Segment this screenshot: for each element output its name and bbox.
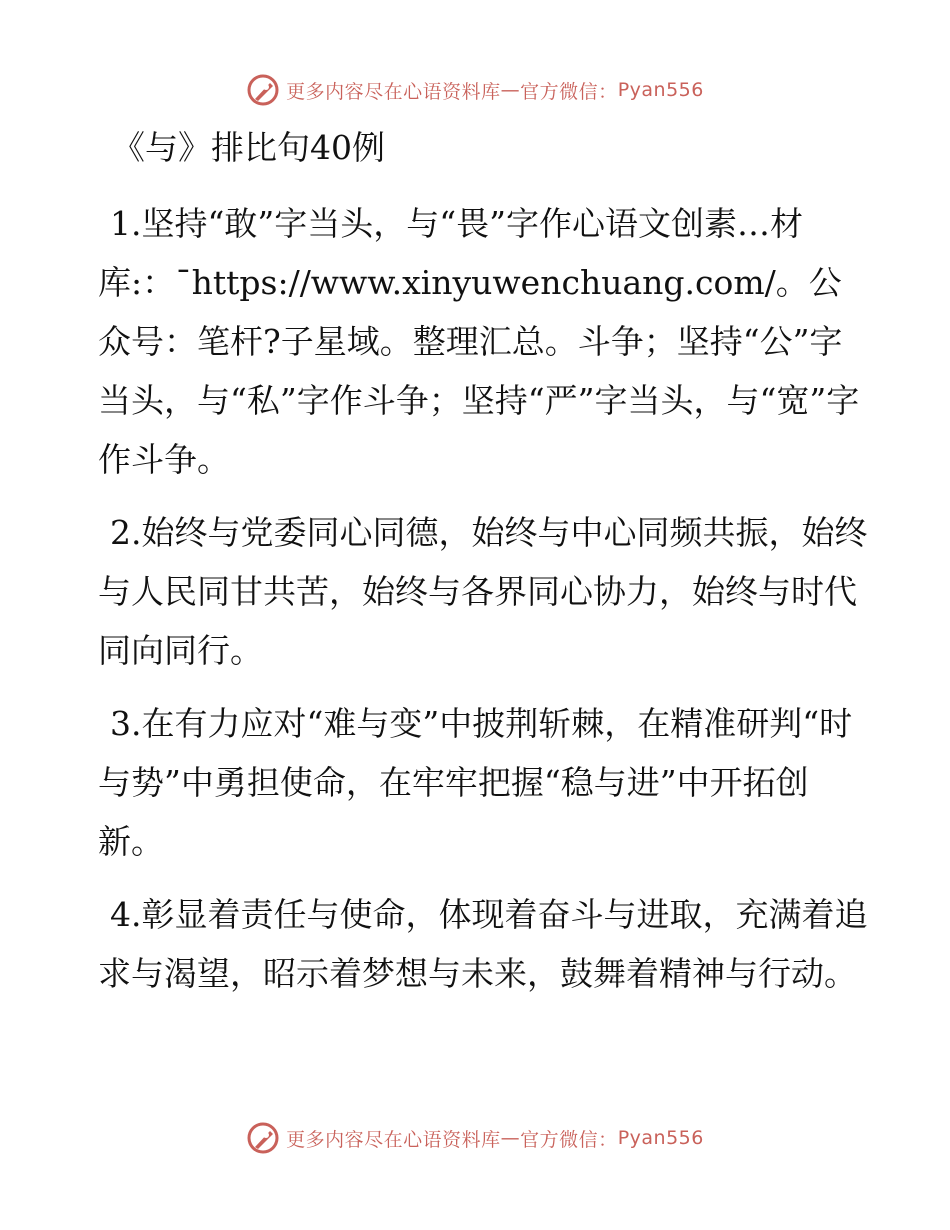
- banner-dash: —: [500, 79, 521, 101]
- list-item-text: 2.始终与党委同心同德，始终与中心同频共振，始终与人民同甘共苦，始终与各界同心协力，始终与时代同向同行。: [98, 513, 868, 670]
- document-body: [98, 124, 868, 1017]
- list-item: [98, 694, 868, 871]
- banner-text: 更多内容尽在心语资料库: [286, 1128, 501, 1151]
- banner-text: 更多内容尽在心语资料库: [286, 80, 501, 103]
- banner-wechat-id: Pyan556: [617, 79, 704, 101]
- list-item-text: 1.坚持“敢”字当头，与“畏”字作心语文创素…材库:：¯https://www.xinyuwenchuang.com/。公众号：笔杆?子星域。整理汇总。斗争；坚持“公”字当头，与“私”字作斗争；坚持“严”字当头，与“宽”字作斗争。: [98, 204, 860, 479]
- banner-dash: —: [500, 1127, 521, 1149]
- list-item-text: 3.在有力应对“难与变”中披荆斩棘，在精准研判“时与势”中勇担使命，在牢牢把握“稳与进”中开拓创新。: [98, 704, 853, 861]
- list-item: [98, 194, 868, 489]
- list-item: [98, 885, 868, 1003]
- pen-logo-icon: [246, 1121, 280, 1155]
- footer-watermark-banner: [0, 1118, 950, 1158]
- banner-wechat-label: 官方微信：: [520, 1128, 618, 1151]
- list-item-text: 4.彰显着责任与使命，体现着奋斗与进取，充满着追求与渴望，昭示着梦想与未来，鼓舞着精神与行动。: [98, 895, 868, 993]
- banner-wechat-label: 官方微信：: [520, 80, 618, 103]
- pen-logo-icon: [246, 73, 280, 107]
- header-watermark-banner: [0, 70, 950, 110]
- document-title: 《与》排比句40例: [112, 128, 385, 167]
- banner-wechat-id: Pyan556: [617, 1127, 704, 1149]
- list-item: [98, 503, 868, 680]
